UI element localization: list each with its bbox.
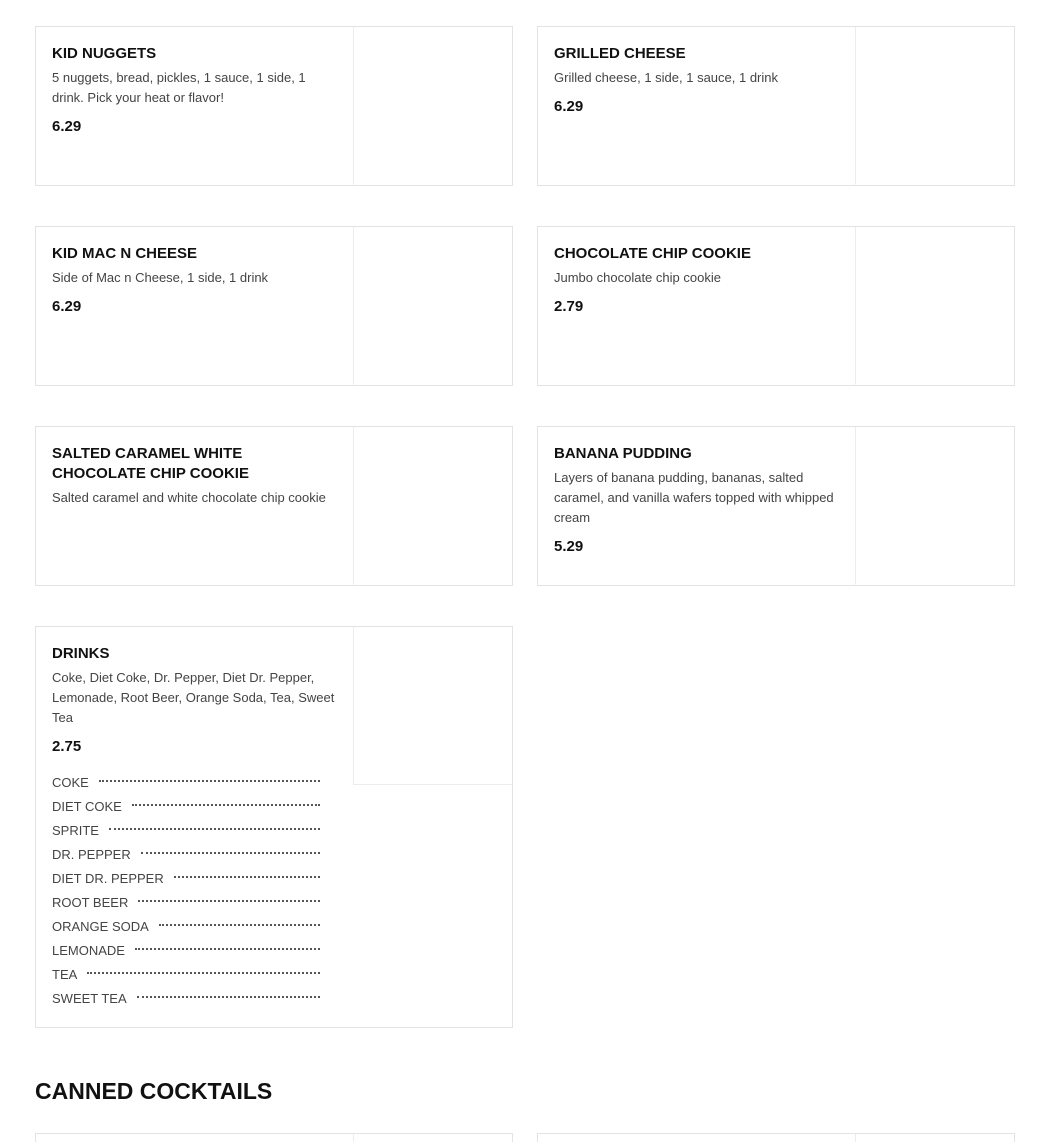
drink-options-list [52,771,320,1011]
dotted-leader [137,996,320,998]
dotted-leader [138,900,320,902]
menu-item-price: 2.75 [52,738,82,755]
drink-option-label: TEA [52,967,78,982]
menu-item-name: DRINKS [52,645,110,662]
dotted-leader [174,876,320,878]
menu-item-price: 5.29 [554,538,584,555]
menu-item-description: Coke, Diet Coke, Dr. Pepper, Diet Dr. Pepper, Lemonade, Root Beer, Orange Soda, Tea, Sweet Tea [52,670,335,725]
menu-item-image [855,1134,1014,1142]
menu-item-name: KID NUGGETS [52,45,157,62]
section-title: CANNED COCKTAILS [35,1078,273,1104]
menu-items-grid [35,26,1015,1068]
menu-item-image [855,427,1014,585]
drink-option-label: SWEET TEA [52,991,127,1006]
empty-grid-slot [537,626,1015,1028]
drink-option[interactable] [52,987,320,1011]
drink-option-label: ROOT BEER [52,895,129,910]
menu-item-info [36,427,356,524]
menu-row [35,26,1015,186]
next-section-cards [35,1133,1015,1142]
menu-item-price: 6.29 [52,118,82,135]
menu-item-description: Layers of banana pudding, bananas, salted caramel, and vanilla wafers topped with whipped cream [554,470,834,525]
menu-item-card[interactable] [35,626,513,1028]
menu-item-image [353,1134,512,1142]
dotted-leader [99,780,320,782]
menu-item-info [36,27,356,151]
menu-row [35,426,1015,586]
menu-item-info [538,427,858,571]
drink-option[interactable] [52,963,320,987]
menu-item-image [855,27,1014,185]
menu-item-description: Grilled cheese, 1 side, 1 sauce, 1 drink [554,70,779,85]
dotted-leader [135,948,320,950]
menu-item-card[interactable] [537,426,1015,586]
menu-item-name: GRILLED CHEESE [554,45,686,62]
menu-item-image [353,627,512,785]
dotted-leader [132,804,320,806]
menu-item-card[interactable] [537,226,1015,386]
menu-item-description: 5 nuggets, bread, pickles, 1 sauce, 1 side, 1 drink. Pick your heat or flavor! [52,70,306,105]
drink-option-label: LEMONADE [52,943,125,958]
drink-option[interactable] [52,867,320,891]
menu-item-info [36,627,356,1027]
menu-row [35,226,1015,386]
menu-item-card[interactable] [35,26,513,186]
menu-item-image [353,27,512,185]
drink-option[interactable] [52,915,320,939]
drink-option[interactable] [52,819,320,843]
drink-option[interactable] [52,795,320,819]
menu-item-name: CHOCOLATE CHIP COOKIE [554,245,751,262]
menu-item-name: BANANA PUDDING [554,445,692,462]
menu-row [35,626,1015,1028]
menu-item-image [353,427,512,585]
menu-item-description: Jumbo chocolate chip cookie [554,270,721,285]
menu-item-image [353,227,512,385]
menu-item-name: SALTED CARAMEL WHITE CHOCOLATE CHIP COOKIE [52,445,249,482]
menu-item-info [538,227,858,331]
menu-item-description: Side of Mac n Cheese, 1 side, 1 drink [52,270,269,285]
drink-option-label: COKE [52,775,89,790]
drink-option[interactable] [52,843,320,867]
menu-item-price: 6.29 [554,98,584,115]
drink-option-label: DR. PEPPER [52,847,131,862]
drink-option[interactable] [52,771,320,795]
menu-item-price: 2.79 [554,298,584,315]
menu-item-image [855,227,1014,385]
menu-item-info [36,227,356,331]
menu-item-description: Salted caramel and white chocolate chip cookie [52,490,326,505]
menu-item-card[interactable] [35,426,513,586]
menu-item-card[interactable] [35,1133,513,1142]
menu-item-price: 6.29 [52,298,82,315]
drink-option[interactable] [52,891,320,915]
menu-item-card[interactable] [537,26,1015,186]
menu-item-name: KID MAC N CHEESE [52,245,198,262]
menu-item-card[interactable] [35,226,513,386]
dotted-leader [87,972,320,974]
drink-option-label: DIET COKE [52,799,122,814]
menu-item-card[interactable] [537,1133,1015,1142]
menu-item-info [538,27,858,131]
drink-option-label: SPRITE [52,823,99,838]
dotted-leader [159,924,320,926]
drink-option[interactable] [52,939,320,963]
drink-option-label: ORANGE SODA [52,919,149,934]
drink-option-label: DIET DR. PEPPER [52,871,164,886]
dotted-leader [109,828,320,830]
dotted-leader [141,852,320,854]
